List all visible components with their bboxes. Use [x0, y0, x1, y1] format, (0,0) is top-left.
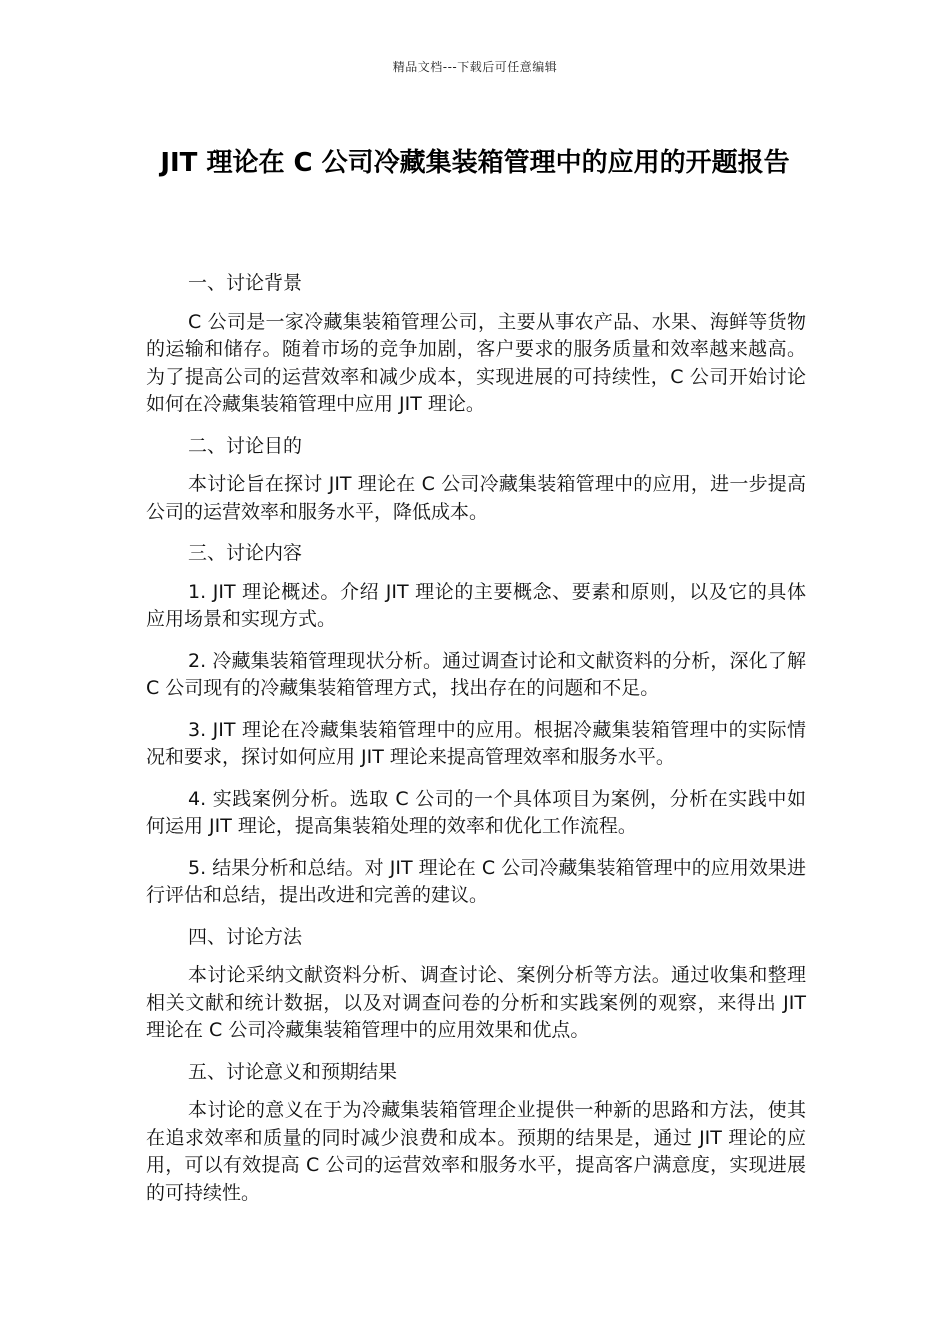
section-purpose — [146, 433, 806, 527]
paragraph: 本讨论旨在探讨 JIT 理论在 C 公司冷藏集装箱管理中的应用，进一步提高公司的运营效率和服务水平，降低成本。 — [146, 473, 806, 523]
paragraph: C 公司是一家冷藏集装箱管理公司，主要从事农产品、水果、海鲜等货物的运输和储存。随着市场的竞争加剧，客户要求的服务质量和效率越来越高。为了提高公司的运营效率和减少成本，实现进展的可持续性，C 公司开始讨论如何在冷藏集装箱管理中应用 JIT 理论。 — [146, 310, 806, 415]
header-note: 精品文档---下载后可任意编辑 — [392, 60, 558, 74]
section-background — [146, 270, 806, 419]
document-title: JIT 理论在 C 公司冷藏集装箱管理中的应用的开题报告 — [160, 148, 790, 178]
section-content — [146, 540, 806, 910]
section-heading: 一、讨论背景 — [188, 272, 303, 294]
section-heading: 四、讨论方法 — [188, 925, 303, 948]
section-method — [146, 924, 806, 1045]
paragraph: 本讨论采纳文献资料分析、调查讨论、案例分析等方法。通过收集和整理相关文献和统计数据，以及对调查问卷的分析和实践案例的观察，来得出 JIT 理论在 C 公司冷藏集装箱管理中的应用效果和优点。 — [146, 964, 806, 1041]
section-heading: 三、讨论内容 — [188, 542, 303, 564]
section-heading: 五、讨论意义和预期结果 — [188, 1060, 398, 1083]
section-heading: 二、讨论目的 — [188, 434, 303, 457]
list-item-paragraph: 1. JIT 理论概述。介绍 JIT 理论的主要概念、要素和原则，以及它的具体应用场景和实现方式。 — [146, 580, 806, 630]
document-body — [146, 270, 806, 1221]
list-item-paragraph: 2. 冷藏集装箱管理现状分析。通过调查讨论和文献资料的分析，深化了解 C 公司现有的冷藏集装箱管理方式，找出存在的问题和不足。 — [146, 649, 806, 699]
section-significance — [146, 1059, 806, 1208]
list-item-paragraph: 3. JIT 理论在冷藏集装箱管理中的应用。根据冷藏集装箱管理中的实际情况和要求，探讨如何应用 JIT 理论来提高管理效率和服务水平。 — [146, 718, 806, 768]
list-item-paragraph: 4. 实践案例分析。选取 C 公司的一个具体项目为案例，分析在实践中如何运用 JIT 理论，提高集装箱处理的效率和优化工作流程。 — [146, 787, 806, 837]
list-item-paragraph: 5. 结果分析和总结。对 JIT 理论在 C 公司冷藏集装箱管理中的应用效果进行评估和总结，提出改进和完善的建议。 — [146, 856, 806, 906]
paragraph: 本讨论的意义在于为冷藏集装箱管理企业提供一种新的思路和方法，使其在追求效率和质量的同时减少浪费和成本。预期的结果是，通过 JIT 理论的应用，可以有效提高 C 公司的运营效率和服务水平，提高客户满意度，实现进展的可持续性。 — [146, 1099, 806, 1204]
